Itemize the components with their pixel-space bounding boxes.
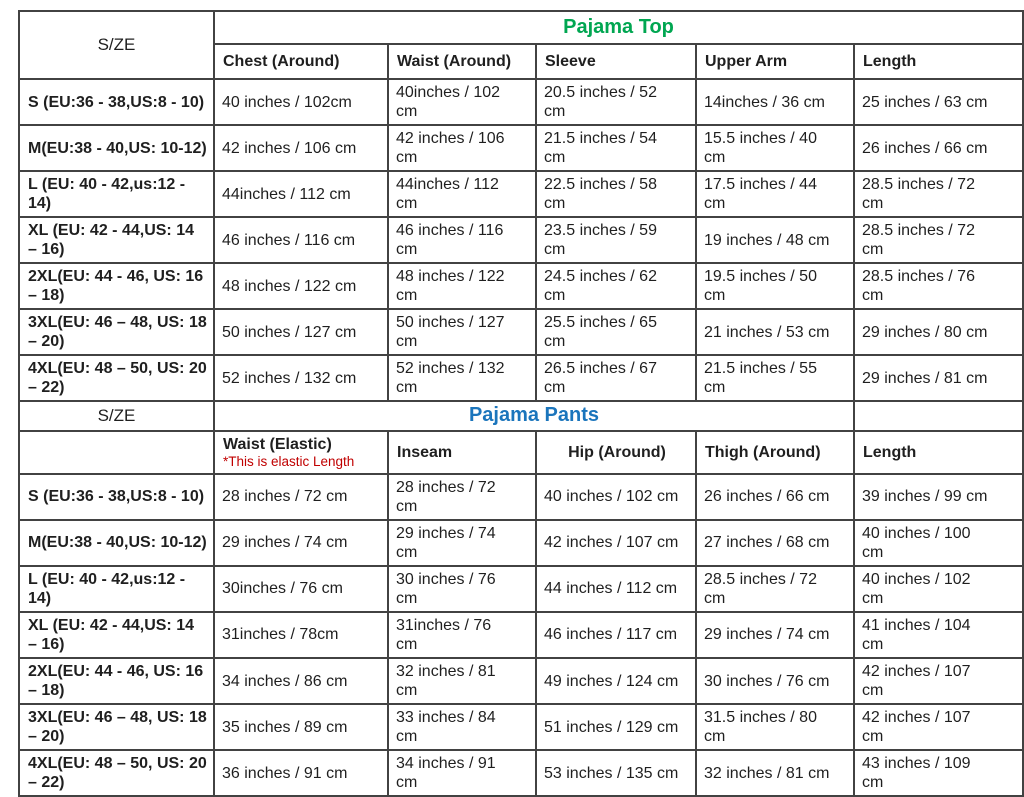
data-cell: 29 inches / 74 cm bbox=[214, 520, 388, 566]
data-cell: 34 inches / 86 cm bbox=[214, 658, 388, 704]
data-cell: 24.5 inches / 62 cm bbox=[536, 263, 696, 309]
data-cell: 42 inches / 107 cm bbox=[854, 704, 1023, 750]
size-chart-table bbox=[18, 10, 1024, 797]
size-cell: S (EU:36 - 38,US:8 - 10) bbox=[19, 79, 214, 125]
data-cell: 23.5 inches / 59 cm bbox=[536, 217, 696, 263]
data-cell: 53 inches / 135 cm bbox=[536, 750, 696, 796]
header-thigh: Thigh (Around) bbox=[696, 431, 854, 474]
pants-title-row bbox=[19, 401, 1023, 431]
data-cell: 15.5 inches / 40 cm bbox=[696, 125, 854, 171]
data-cell: 40 inches / 100 cm bbox=[854, 520, 1023, 566]
header-waist-around: Waist (Around) bbox=[388, 44, 536, 79]
size-cell: L (EU: 40 - 42,us:12 - 14) bbox=[19, 566, 214, 612]
pants-row-xl bbox=[19, 612, 1023, 658]
size-cell: 3XL(EU: 46 – 48, US: 18 – 20) bbox=[19, 309, 214, 355]
header-chest: Chest (Around) bbox=[214, 44, 388, 79]
size-cell: XL (EU: 42 - 44,US: 14 – 16) bbox=[19, 217, 214, 263]
data-cell: 36 inches / 91 cm bbox=[214, 750, 388, 796]
data-cell: 29 inches / 74 cm bbox=[696, 612, 854, 658]
data-cell: 42 inches / 106 cm bbox=[214, 125, 388, 171]
elastic-length-note: *This is elastic Length bbox=[223, 454, 355, 470]
header-waist-elastic bbox=[214, 431, 388, 474]
data-cell: 34 inches / 91 cm bbox=[388, 750, 536, 796]
header-waist-elastic-label: Waist (Elastic) bbox=[223, 436, 332, 454]
top-row-l bbox=[19, 171, 1023, 217]
data-cell: 39 inches / 99 cm bbox=[854, 474, 1023, 520]
size-cell: 3XL(EU: 46 – 48, US: 18 – 20) bbox=[19, 704, 214, 750]
data-cell: 30 inches / 76 cm bbox=[388, 566, 536, 612]
size-cell: M(EU:38 - 40,US: 10-12) bbox=[19, 125, 214, 171]
data-cell: 32 inches / 81 cm bbox=[388, 658, 536, 704]
data-cell: 19.5 inches / 50 cm bbox=[696, 263, 854, 309]
data-cell: 29 inches / 74 cm bbox=[388, 520, 536, 566]
data-cell: 17.5 inches / 44 cm bbox=[696, 171, 854, 217]
top-row-s bbox=[19, 79, 1023, 125]
data-cell: 28 inches / 72 cm bbox=[388, 474, 536, 520]
pajama-pants-title: Pajama Pants bbox=[214, 401, 854, 431]
pants-size-header: S/ZE bbox=[19, 401, 214, 431]
data-cell: 32 inches / 81 cm bbox=[696, 750, 854, 796]
data-cell: 26 inches / 66 cm bbox=[854, 125, 1023, 171]
header-top-length: Length bbox=[854, 44, 1023, 79]
data-cell: 42 inches / 107 cm bbox=[536, 520, 696, 566]
data-cell: 40inches / 102 cm bbox=[388, 79, 536, 125]
data-cell: 42 inches / 107 cm bbox=[854, 658, 1023, 704]
data-cell: 19 inches / 48 cm bbox=[696, 217, 854, 263]
data-cell: 28.5 inches / 72 cm bbox=[854, 171, 1023, 217]
top-size-header: S/ZE bbox=[19, 11, 214, 79]
data-cell: 50 inches / 127 cm bbox=[214, 309, 388, 355]
data-cell: 40 inches / 102 cm bbox=[854, 566, 1023, 612]
empty-cell bbox=[854, 401, 1023, 431]
data-cell: 31.5 inches / 80 cm bbox=[696, 704, 854, 750]
size-cell: 2XL(EU: 44 - 46, US: 16 – 18) bbox=[19, 263, 214, 309]
data-cell: 52 inches / 132 cm bbox=[388, 355, 536, 401]
data-cell: 27 inches / 68 cm bbox=[696, 520, 854, 566]
data-cell: 43 inches / 109 cm bbox=[854, 750, 1023, 796]
pants-row-3xl bbox=[19, 704, 1023, 750]
pants-row-2xl bbox=[19, 658, 1023, 704]
size-cell: 4XL(EU: 48 – 50, US: 20 – 22) bbox=[19, 355, 214, 401]
top-title-row bbox=[19, 11, 1023, 44]
data-cell: 30inches / 76 cm bbox=[214, 566, 388, 612]
data-cell: 21.5 inches / 55 cm bbox=[696, 355, 854, 401]
data-cell: 44inches / 112 cm bbox=[214, 171, 388, 217]
data-cell: 28.5 inches / 76 cm bbox=[854, 263, 1023, 309]
data-cell: 26 inches / 66 cm bbox=[696, 474, 854, 520]
data-cell: 52 inches / 132 cm bbox=[214, 355, 388, 401]
header-inseam: Inseam bbox=[388, 431, 536, 474]
data-cell: 30 inches / 76 cm bbox=[696, 658, 854, 704]
size-cell: S (EU:36 - 38,US:8 - 10) bbox=[19, 474, 214, 520]
pants-row-l bbox=[19, 566, 1023, 612]
header-sleeve: Sleeve bbox=[536, 44, 696, 79]
size-cell: 4XL(EU: 48 – 50, US: 20 – 22) bbox=[19, 750, 214, 796]
pajama-top-title: Pajama Top bbox=[214, 11, 1023, 44]
pants-row-4xl bbox=[19, 750, 1023, 796]
size-cell: 2XL(EU: 44 - 46, US: 16 – 18) bbox=[19, 658, 214, 704]
data-cell: 21 inches / 53 cm bbox=[696, 309, 854, 355]
pants-row-s bbox=[19, 474, 1023, 520]
data-cell: 25.5 inches / 65 cm bbox=[536, 309, 696, 355]
data-cell: 28.5 inches / 72 cm bbox=[696, 566, 854, 612]
data-cell: 46 inches / 117 cm bbox=[536, 612, 696, 658]
header-upper-arm: Upper Arm bbox=[696, 44, 854, 79]
data-cell: 28.5 inches / 72 cm bbox=[854, 217, 1023, 263]
empty-cell bbox=[19, 431, 214, 474]
top-row-xl bbox=[19, 217, 1023, 263]
data-cell: 35 inches / 89 cm bbox=[214, 704, 388, 750]
pants-row-m bbox=[19, 520, 1023, 566]
top-row-2xl bbox=[19, 263, 1023, 309]
top-row-3xl bbox=[19, 309, 1023, 355]
data-cell: 20.5 inches / 52 cm bbox=[536, 79, 696, 125]
data-cell: 50 inches / 127 cm bbox=[388, 309, 536, 355]
data-cell: 25 inches / 63 cm bbox=[854, 79, 1023, 125]
size-cell: M(EU:38 - 40,US: 10-12) bbox=[19, 520, 214, 566]
data-cell: 46 inches / 116 cm bbox=[388, 217, 536, 263]
data-cell: 14inches / 36 cm bbox=[696, 79, 854, 125]
data-cell: 31inches / 78cm bbox=[214, 612, 388, 658]
data-cell: 48 inches / 122 cm bbox=[388, 263, 536, 309]
data-cell: 40 inches / 102cm bbox=[214, 79, 388, 125]
data-cell: 29 inches / 80 cm bbox=[854, 309, 1023, 355]
header-pants-length: Length bbox=[854, 431, 1023, 474]
top-row-m bbox=[19, 125, 1023, 171]
size-cell: L (EU: 40 - 42,us:12 - 14) bbox=[19, 171, 214, 217]
data-cell: 28 inches / 72 cm bbox=[214, 474, 388, 520]
size-cell: XL (EU: 42 - 44,US: 14 – 16) bbox=[19, 612, 214, 658]
data-cell: 48 inches / 122 cm bbox=[214, 263, 388, 309]
data-cell: 29 inches / 81 cm bbox=[854, 355, 1023, 401]
data-cell: 44inches / 112 cm bbox=[388, 171, 536, 217]
pants-header-row bbox=[19, 431, 1023, 474]
data-cell: 33 inches / 84 cm bbox=[388, 704, 536, 750]
data-cell: 51 inches / 129 cm bbox=[536, 704, 696, 750]
data-cell: 44 inches / 112 cm bbox=[536, 566, 696, 612]
data-cell: 40 inches / 102 cm bbox=[536, 474, 696, 520]
top-row-4xl bbox=[19, 355, 1023, 401]
data-cell: 26.5 inches / 67 cm bbox=[536, 355, 696, 401]
data-cell: 22.5 inches / 58 cm bbox=[536, 171, 696, 217]
data-cell: 41 inches / 104 cm bbox=[854, 612, 1023, 658]
data-cell: 42 inches / 106 cm bbox=[388, 125, 536, 171]
header-hip: Hip (Around) bbox=[536, 431, 696, 474]
data-cell: 31inches / 76 cm bbox=[388, 612, 536, 658]
data-cell: 49 inches / 124 cm bbox=[536, 658, 696, 704]
data-cell: 21.5 inches / 54 cm bbox=[536, 125, 696, 171]
data-cell: 46 inches / 116 cm bbox=[214, 217, 388, 263]
